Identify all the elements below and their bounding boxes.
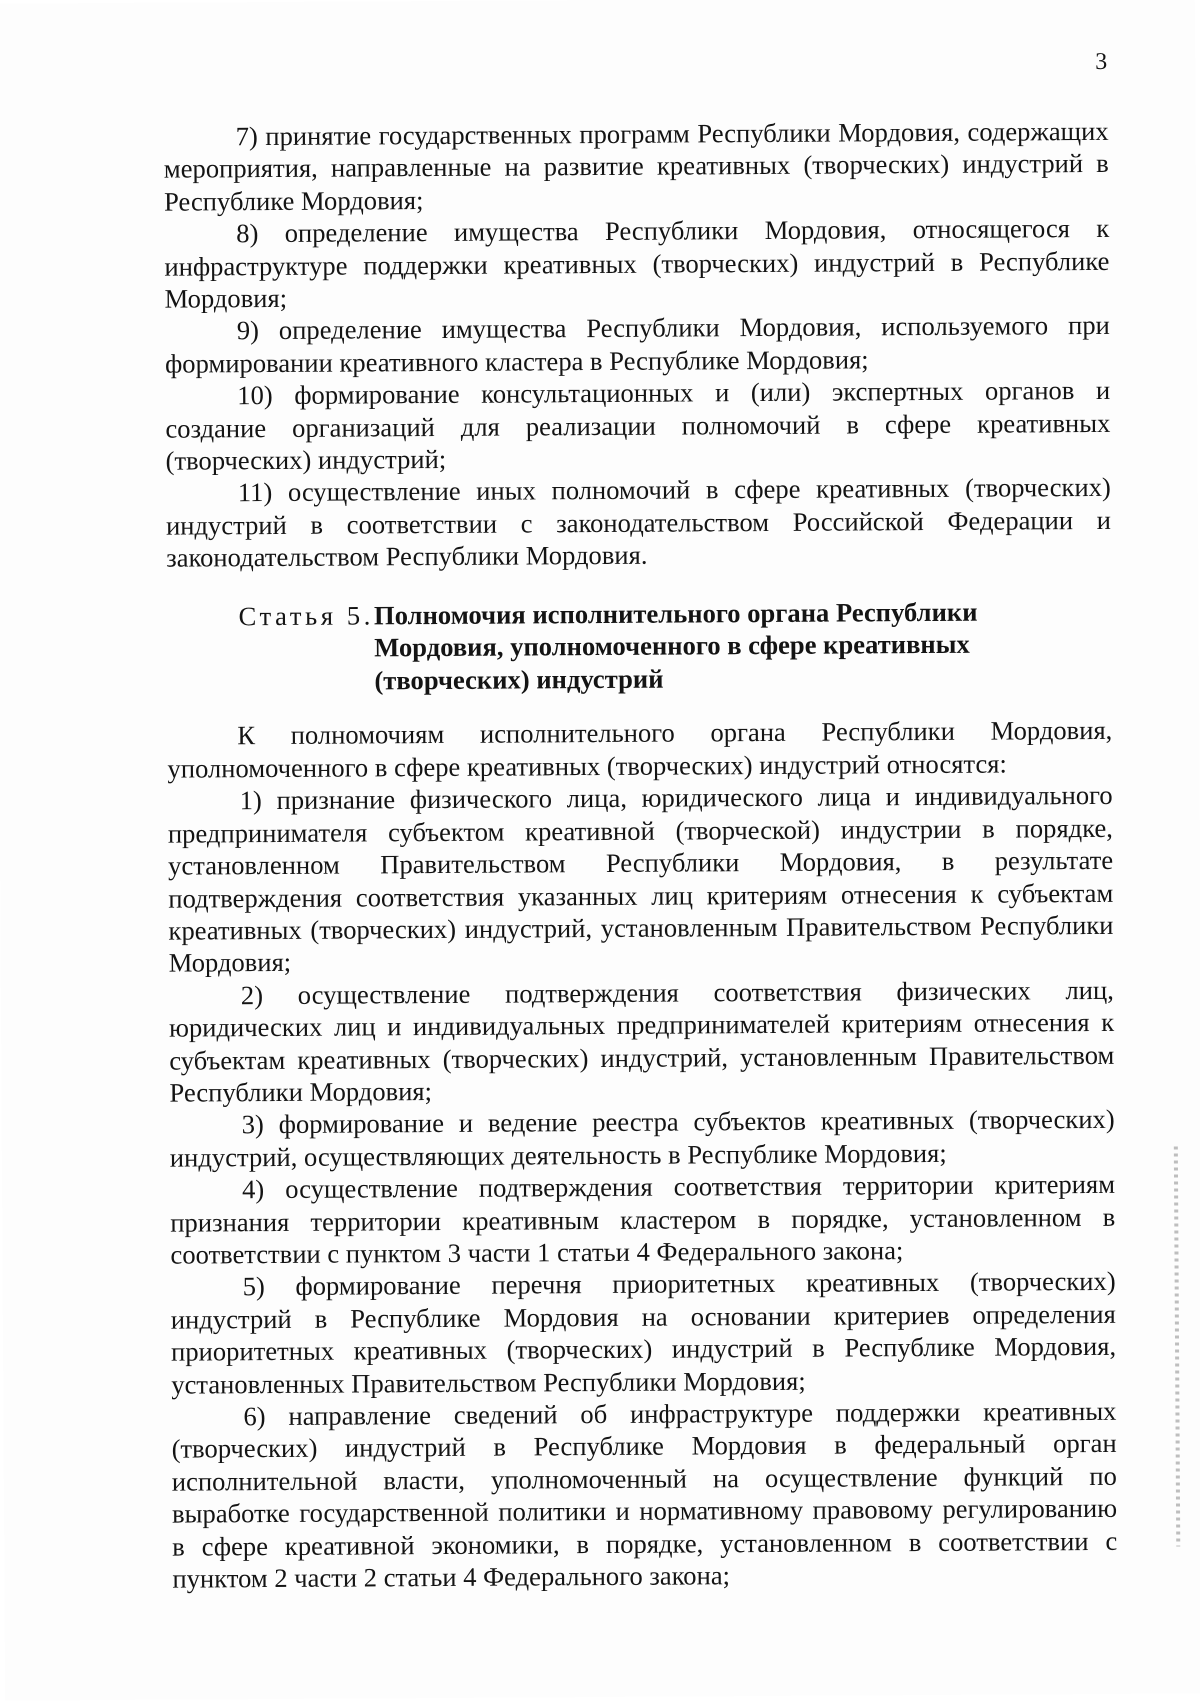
article-title: Полномочия исполнительного органа Республики Мордовия, уполномоченного в сфере креативных (творческих) индустрий [373, 596, 978, 696]
article-heading [238, 595, 1112, 698]
list-item: 3) формирование и ведение реестра субъектов креативных (творческих) индустрий, осуществляющих деятельность в Республике Мордовия; [169, 1104, 1115, 1173]
scan-edge-marks [1174, 1146, 1180, 1546]
article-intro: К полномочиям исполнительного органа Республики Мордовия, уполномоченного в сфере креативных (творческих) индустрий относятся: [167, 715, 1113, 784]
list-item: 8) определение имущества Республики Мордовия, относящегося к инфраструктуре поддержки креативных (творческих) индустрий в Республике Мордовия; [164, 213, 1110, 314]
list-item: 10) формирование консультационных и (или) экспертных органов и создание организаций для реализации полномочий в сфере креативных (творческих) индустрий; [165, 375, 1111, 476]
list-item: 5) формирование перечня приоритетных креативных (творческих) индустрий в Республике Мордовия на основании критериев определения приоритетных креативных (творческих) индустрий в Республике Мордовия, установленных Правительством Республики Мордовия; [170, 1266, 1117, 1400]
list-item: 9) определение имущества Республики Мордовия, используемого при формировании креативного кластера в Республике Мордовия; [164, 310, 1110, 379]
list-item: 4) осуществление подтверждения соответствия территории критериям признания территории креативным кластером в порядке, установленном в соответствии с пунктом 3 части 1 статьи 4 Федерального закона; [170, 1169, 1116, 1270]
list-item: 7) принятие государственных программ Республики Мордовия, содержащих мероприятия, направленные на развитие креативных (творческих) индустрий в Республике Мордовия; [163, 115, 1109, 217]
article-label: Статья 5. [238, 600, 375, 631]
page-number: 3 [1095, 48, 1108, 75]
document-body [164, 115, 1118, 1595]
list-item: 2) осуществление подтверждения соответствия физических лиц, юридических лиц и индивидуальных предпринимателей критериям отнесения к субъектам креативных (творческих) индустрий, установленным Правительством Республики Мордовия; [168, 974, 1115, 1108]
list-item: 1) признание физического лица, юридического лица и индивидуального предпринимателя субъектом креативной (творческой) индустрии в порядке, установленном Правительством Республики Мордовия, в результате подтверждения соответствия указанных лиц критериям отнесения к субъектам креативных (творческих) индустрий, установленным Правительством Республики Мордовия; [167, 780, 1114, 978]
list-item: 6) направление сведений об инфраструктуре поддержки креативных (творческих) индустрий в Республике Мордовия в федеральный орган исполнительной власти, уполномоченный на осуществление функций по выработке государственной политики и нормативному правовому регулированию в сфере креативной экономики, в порядке, установленном в соответствии с пунктом 2 части 2 статьи 4 Федерального закона; [171, 1395, 1118, 1594]
list-item: 11) осуществление иных полномочий в сфере креативных (творческих) индустрий в соответствии с законодательством Российской Федерации и законодательством Республики Мордовия. [165, 472, 1112, 573]
